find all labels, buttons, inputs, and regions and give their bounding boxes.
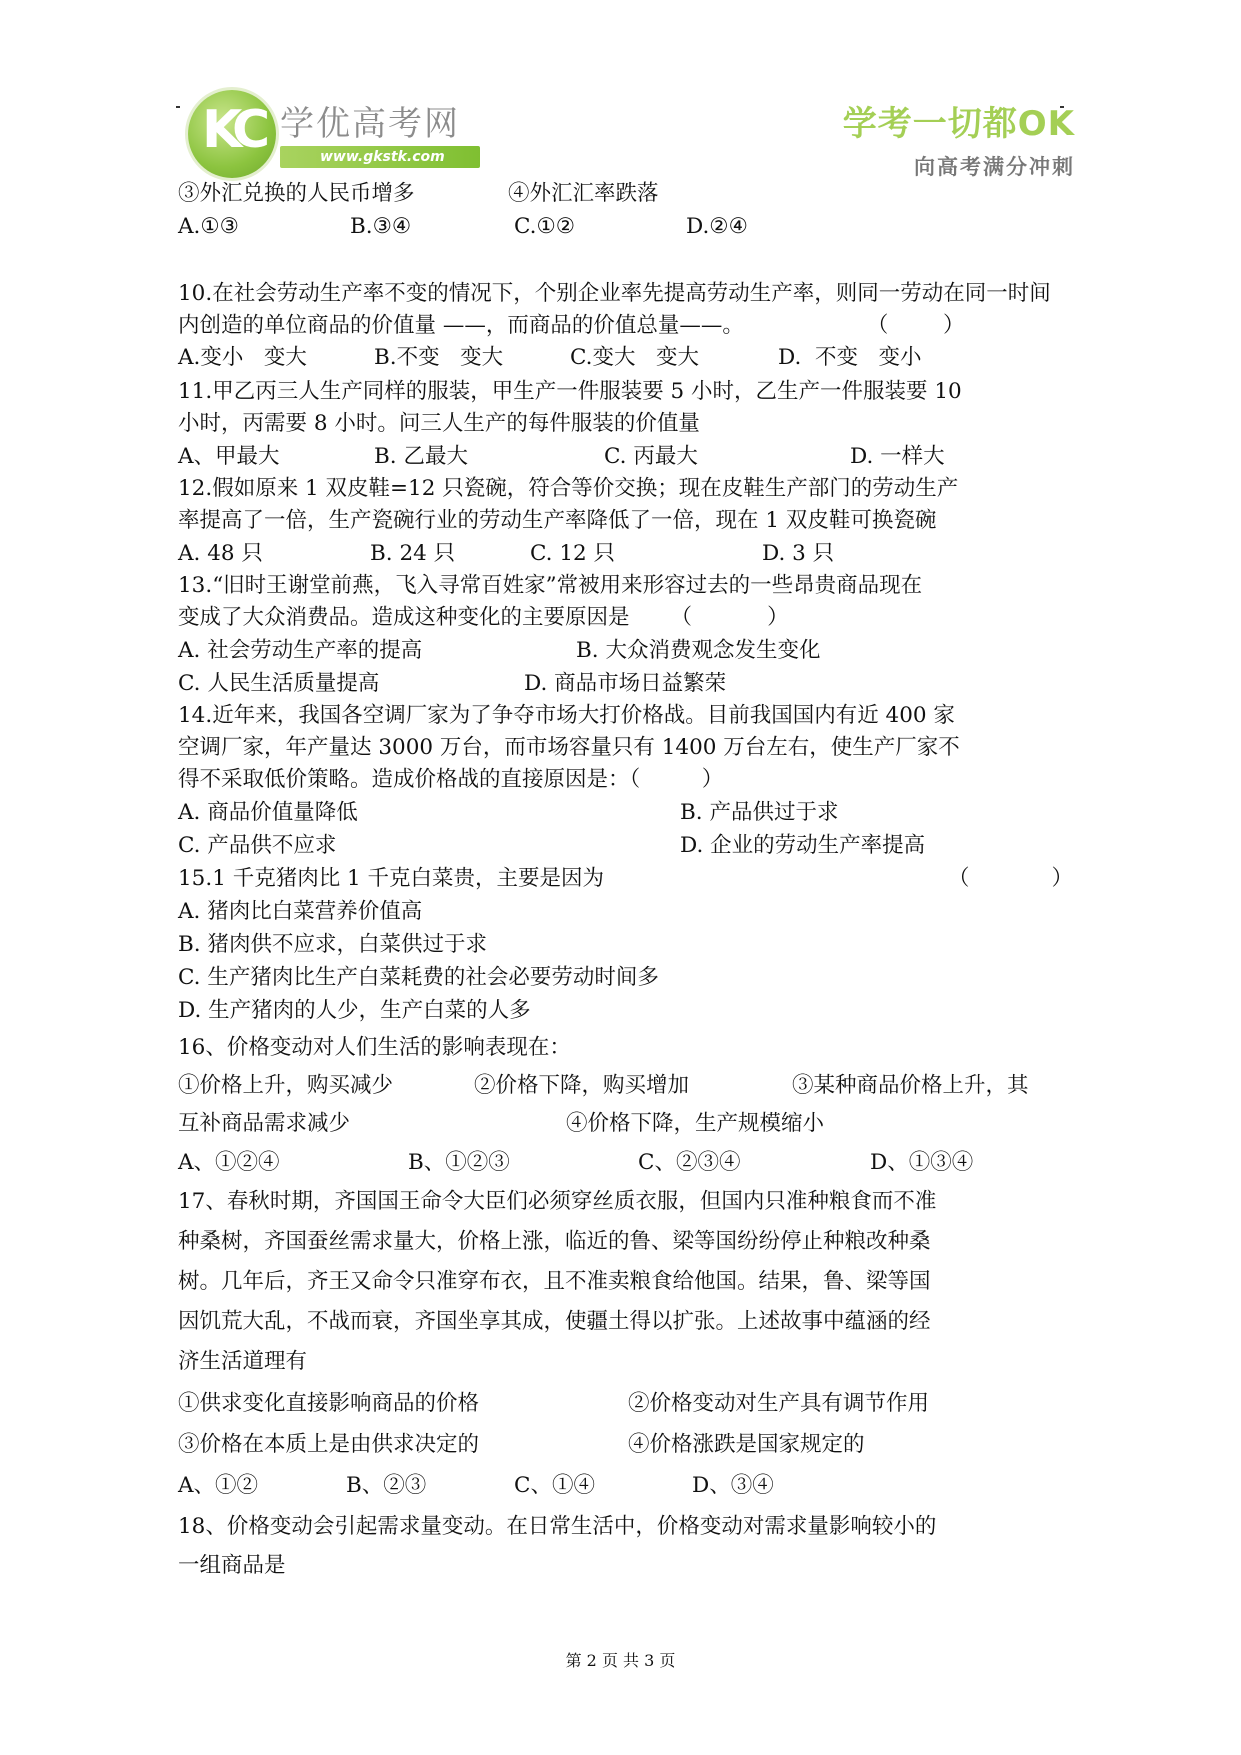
slogan: 学考一切都OK <box>842 104 1075 144</box>
logo-emblem-icon: KC <box>188 90 276 178</box>
text-line: ①供求变化直接影响商品的价格 <box>178 1391 480 1416</box>
text-line: 11.甲乙丙三人生产同样的服装，甲生产一件服装要 5 小时，乙生产一件服装要 10 <box>178 379 962 404</box>
text-line: C. 人民生活质量提高 <box>178 671 380 696</box>
text-line: A. 48 只 <box>178 541 263 566</box>
text-line: （ ） <box>948 866 1074 891</box>
text-line: C. 丙最大 <box>604 444 698 469</box>
text-line: 得不采取低价策略。造成价格战的直接原因是：（ ） <box>178 767 724 792</box>
text-line: C. 产品供不应求 <box>178 833 337 858</box>
text-line: 12.假如原来 1 双皮鞋=12 只瓷碗，符合等价交换；现在皮鞋生产部门的劳动生产 <box>178 476 959 501</box>
text-line: C.①② <box>514 214 576 239</box>
text-line: ①价格上升，购买减少 <box>178 1073 394 1098</box>
text-line: C. 12 只 <box>530 541 616 566</box>
site-url: www.gkstk.com <box>280 146 480 168</box>
text-line: C. 生产猪肉比生产白菜耗费的社会必要劳动时间多 <box>178 965 659 990</box>
text-line: 18、价格变动会引起需求量变动。在日常生活中，价格变动对需求量影响较小的 <box>178 1514 937 1539</box>
text-line: 15.1 千克猪肉比 1 千克白菜贵，主要是因为 <box>178 866 605 891</box>
text-line: C、①④ <box>514 1473 595 1498</box>
text-line: B、②③ <box>346 1473 427 1498</box>
text-line: D. 企业的劳动生产率提高 <box>680 833 926 858</box>
text-line: 内创造的单位商品的价值量 ——，而商品的价值总量——。 （ ） <box>178 313 965 338</box>
text-line: A.①③ <box>178 214 239 239</box>
text-line: 13.“旧时王谢堂前燕，飞入寻常百姓家”常被用来形容过去的一些昂贵商品现在 <box>178 573 923 598</box>
text-line: 树。几年后，齐王又命令只准穿布衣，且不准卖粮食给他国。结果，鲁、梁等国 <box>178 1269 931 1294</box>
text-line: 空调厂家，年产量达 3000 万台，而市场容量只有 1400 万台左右，使生产厂家不 <box>178 735 960 760</box>
site-name: 学优高考网 <box>280 104 460 144</box>
text-line: B. 大众消费观念发生变化 <box>576 638 821 663</box>
text-line: 小时，丙需要 8 小时。问三人生产的每件服装的价值量 <box>178 411 700 436</box>
slogan-block <box>795 96 1075 179</box>
text-line: ④价格涨跌是国家规定的 <box>628 1432 865 1457</box>
text-line: D.②④ <box>686 214 748 239</box>
text-line: 种桑树，齐国蚕丝需求量大，价格上涨，临近的鲁、梁等国纷纷停止种粮改种桑 <box>178 1229 931 1254</box>
text-line: B. 猪肉供不应求，白菜供过于求 <box>178 932 487 957</box>
text-line: 因饥荒大乱，不战而衰，齐国坐享其成，使疆土得以扩张。上述故事中蕴涵的经 <box>178 1309 931 1334</box>
header-rule-mark-left <box>176 106 180 108</box>
text-line: B.③④ <box>350 214 412 239</box>
text-line: D. 不变 变小 <box>778 345 922 370</box>
text-line: B.不变 变大 <box>374 345 504 370</box>
text-line: ④价格下降，生产规模缩小 <box>566 1111 825 1136</box>
text-line: 变成了大众消费品。造成这种变化的主要原因是 （ ） <box>178 605 789 630</box>
text-line: 互补商品需求减少 <box>178 1111 351 1136</box>
text-line: A. 社会劳动生产率的提高 <box>178 638 423 663</box>
text-line: B、①②③ <box>408 1150 510 1175</box>
text-line: 济生活道理有 <box>178 1349 308 1374</box>
text-line: 率提高了一倍，生产瓷碗行业的劳动生产率降低了一倍，现在 1 双皮鞋可换瓷碗 <box>178 508 937 533</box>
text-line: A、①②④ <box>178 1150 280 1175</box>
text-line: 一组商品是 <box>178 1553 286 1578</box>
text-line: 16、价格变动对人们生活的影响表现在： <box>178 1035 571 1060</box>
text-line: ②价格下降，购买增加 <box>474 1073 690 1098</box>
text-line: B. 乙最大 <box>374 444 468 469</box>
text-line: A. 猪肉比白菜营养价值高 <box>178 899 423 924</box>
text-line: C.变大 变大 <box>570 345 700 370</box>
text-line: D. 3 只 <box>762 541 835 566</box>
text-line: 17、春秋时期，齐国国王命令大臣们必须穿丝质衣服，但国内只准种粮食而不准 <box>178 1189 937 1214</box>
text-line: B. 产品供过于求 <box>680 800 839 825</box>
page-number: 第 2 页 共 3 页 <box>565 1651 676 1670</box>
sub-slogan: 向高考满分冲刺 <box>914 155 1075 179</box>
text-line: A. 商品价值量降低 <box>178 800 358 825</box>
text-line: C、②③④ <box>638 1150 741 1175</box>
text-line: A.变小 变大 <box>178 345 307 370</box>
page-header <box>0 0 1241 180</box>
text-line: ③某种商品价格上升，其 <box>792 1073 1029 1098</box>
text-line: A、①② <box>178 1473 259 1498</box>
text-line: 14.近年来，我国各空调厂家为了争夺市场大打价格战。目前我国国内有近 400 家 <box>178 703 955 728</box>
text-line: ②价格变动对生产具有调节作用 <box>628 1391 930 1416</box>
text-line: D、①③④ <box>870 1150 974 1175</box>
text-line: D. 商品市场日益繁荣 <box>524 671 727 696</box>
text-line: A、甲最大 <box>178 444 280 469</box>
text-line: ③价格在本质上是由供求决定的 <box>178 1432 480 1457</box>
text-line: D、③④ <box>692 1473 774 1498</box>
site-logo <box>188 90 488 182</box>
text-line: ④外汇汇率跌落 <box>508 181 659 206</box>
text-line: B. 24 只 <box>370 541 456 566</box>
text-line: 10.在社会劳动生产率不变的情况下，个别企业率先提高劳动生产率，则同一劳动在同一时间 <box>178 281 1051 306</box>
text-line: D. 生产猪肉的人少，生产白菜的人多 <box>178 998 531 1023</box>
text-line: D. 一样大 <box>850 444 945 469</box>
text-line: ③外汇兑换的人民币增多 <box>178 181 415 206</box>
